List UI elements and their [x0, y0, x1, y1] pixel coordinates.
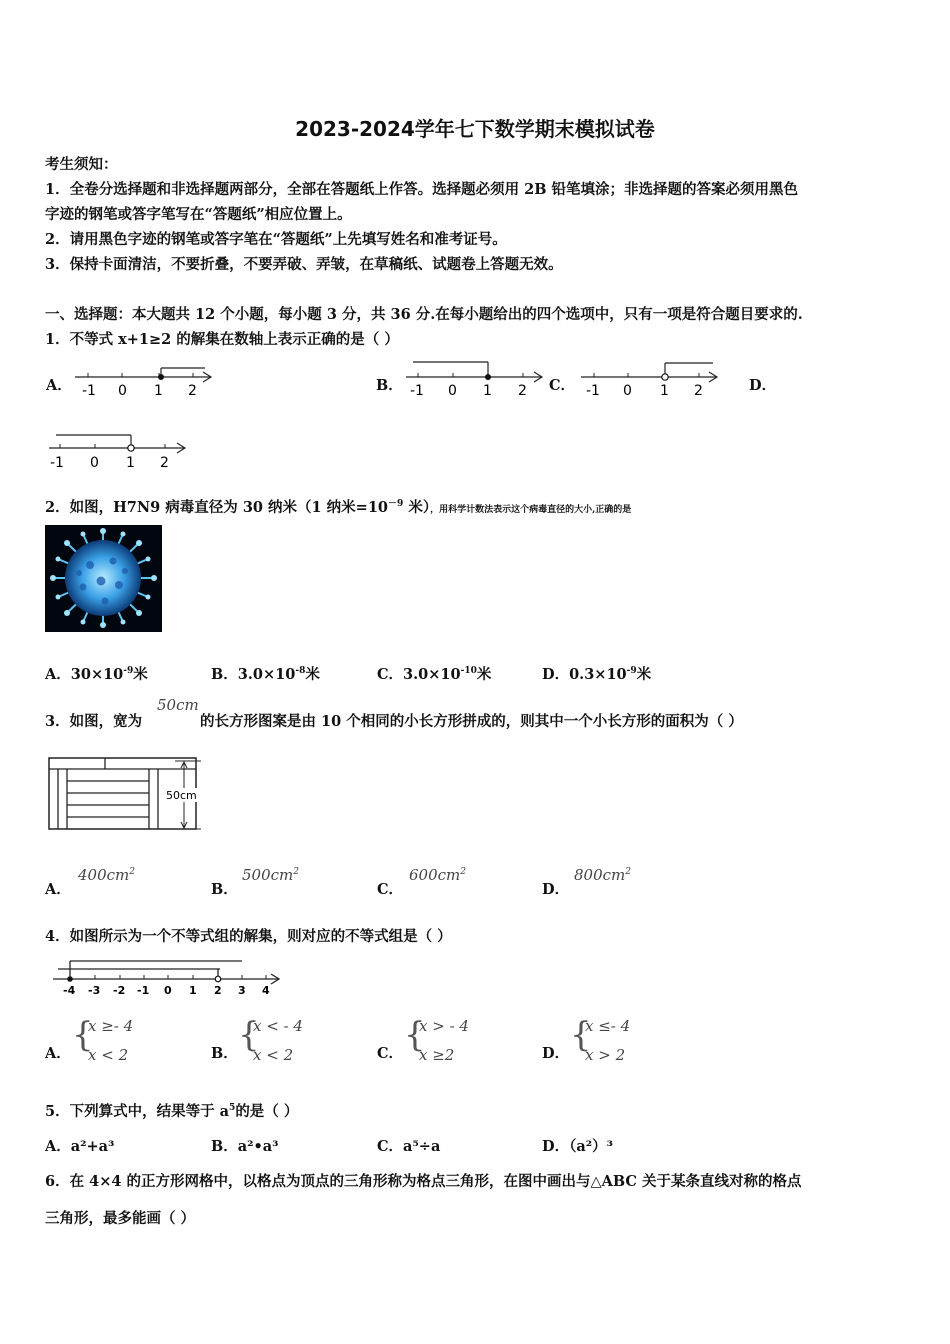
tick-label: 0	[164, 984, 172, 997]
q2-option-c[interactable]	[377, 663, 491, 684]
option-text: a²+a³	[70, 1138, 115, 1155]
brace-icon: {	[570, 1015, 592, 1055]
section-heading: 一、选择题：本大题共 12 个小题，每小题 3 分，共 36 分.在每小题给出的四个选项中，只有一项是符合题目要求的.	[45, 306, 803, 323]
option-text: a⁵÷a	[403, 1138, 441, 1155]
q3-stem-b: 的长方形图案是由 10 个相同的小长方形拼成的，则其中一个小长方形的面积为（ ）	[200, 713, 743, 730]
q3-option-a-value[interactable]	[78, 866, 135, 884]
q6-stem-line-1: 6．在 4×4 的正方形网格中，以格点为顶点的三角形称为格点三角形，在图中画出与△ABC 关于某条直线对称的格点	[45, 1173, 802, 1190]
q4-stem: 4．如图所示为一个不等式组的解集，则对应的不等式组是（ ）	[45, 928, 452, 945]
tick-label: 1	[126, 455, 135, 471]
q2-option-b[interactable]	[211, 663, 320, 684]
q4-option-c-bottom: x ≥2	[419, 1046, 455, 1064]
q3-figure-label: 50cm	[166, 789, 197, 802]
option-exp: 2	[129, 867, 135, 877]
q4-option-b-label: B．	[211, 1045, 238, 1062]
tick-label: 0	[623, 383, 632, 399]
q3-option-b-label: B．	[211, 881, 238, 898]
option-value: 400cm	[78, 866, 130, 884]
notice-heading: 考生须知：	[45, 156, 118, 173]
tick-label: -2	[113, 984, 126, 997]
tick-label: 0	[90, 455, 99, 471]
tick-label: -1	[586, 383, 600, 399]
tick-label: 0	[118, 383, 127, 399]
option-coef: 0.3×10	[569, 666, 627, 683]
q5-option-a[interactable]	[45, 1135, 114, 1156]
option-label: C．	[377, 666, 404, 683]
option-coef: 3.0×10	[237, 666, 296, 683]
option-exp: -8	[295, 666, 306, 676]
q1-option-d-label: D．	[749, 377, 777, 394]
tick-label: -1	[50, 455, 64, 471]
q3-option-c-label: C．	[377, 881, 404, 898]
option-coef: 30×10	[70, 666, 124, 683]
q4-option-d-top: x ≤- 4	[585, 1017, 631, 1035]
tick-label: 4	[262, 984, 270, 997]
q3-option-c-value[interactable]	[409, 866, 466, 884]
option-exp: -10	[460, 666, 477, 676]
tick-label: 2	[694, 383, 703, 399]
q4-option-b-top: x < - 4	[253, 1017, 303, 1035]
page-title: 2023-2024学年七下数学期末模拟试卷	[295, 117, 655, 141]
notice-line-1b: 字迹的钢笔或答字笔写在“答题纸”相应位置上。	[45, 206, 352, 223]
brace-icon: {	[238, 1015, 260, 1055]
notice-line-1: 1．全卷分选择题和非选择题两部分，全部在答题纸上作答。选择题必须用 2B 铅笔填涂；非选择题的答案必须用黑色	[45, 181, 799, 198]
option-unit: 米	[305, 666, 320, 683]
q5-option-d[interactable]	[542, 1135, 613, 1156]
q1-numberline-b	[403, 358, 548, 400]
option-label: B．	[211, 1138, 238, 1155]
q3-stem-a: 3．如图，宽为	[45, 713, 143, 730]
option-label: D．	[542, 1138, 570, 1155]
option-exp: 2	[293, 867, 299, 877]
q4-option-a-top: x ≥- 4	[88, 1017, 134, 1035]
q3-rectangle-figure	[45, 755, 205, 833]
option-label: A．	[45, 666, 71, 683]
option-exp: -9	[123, 666, 134, 676]
q5-stem	[45, 1100, 298, 1121]
q3-option-b-value[interactable]	[242, 866, 299, 884]
q2-stem-small: ，用科学计数法表示这个病毒直径的大小,正确的是	[430, 505, 632, 515]
tick-label: -1	[137, 984, 150, 997]
q5-option-c[interactable]	[377, 1135, 440, 1156]
q1-option-c-label: C．	[549, 377, 576, 394]
q6-stem-line-2: 三角形，最多能画（ ）	[45, 1210, 196, 1227]
tick-label: 2	[188, 383, 197, 399]
q3-option-a-label: A．	[45, 881, 71, 898]
q1-numberline-d	[44, 427, 194, 475]
q4-numberline	[50, 956, 290, 1000]
q2-stem-b: 米）	[403, 499, 431, 516]
option-exp: 2	[460, 867, 466, 877]
q1-option-a-label: A．	[46, 377, 72, 394]
q1-option-b-label: B．	[376, 377, 403, 394]
q1-stem: 1．不等式 x+1≥2 的解集在数轴上表示正确的是（ ）	[45, 331, 399, 348]
q2-stem-a: 2．如图，H7N9 病毒直径为 30 纳米（1 纳米=10	[45, 499, 389, 516]
q4-option-b-bottom: x < 2	[253, 1046, 294, 1064]
q5-stem-a: 5．下列算式中，结果等于 a	[45, 1103, 230, 1120]
tick-label: 1	[660, 383, 669, 399]
option-exp: -9	[626, 666, 637, 676]
q2-option-d[interactable]	[542, 663, 651, 684]
q2-option-a[interactable]	[45, 663, 148, 684]
q4-option-d-label: D．	[542, 1045, 570, 1062]
option-text: （a²）³	[569, 1138, 613, 1155]
q1-numberline-a	[70, 358, 220, 400]
q3-option-d-value[interactable]	[574, 866, 631, 884]
option-label: A．	[45, 1138, 71, 1155]
q4-option-c-top: x > - 4	[419, 1017, 469, 1035]
option-coef: 3.0×10	[403, 666, 461, 683]
tick-label: -3	[88, 984, 101, 997]
option-label: C．	[377, 1138, 404, 1155]
option-value: 500cm	[242, 866, 294, 884]
q3-option-d-label: D．	[542, 881, 570, 898]
q4-option-a-bottom: x < 2	[88, 1046, 129, 1064]
option-unit: 米	[636, 666, 652, 683]
option-value: 800cm	[574, 866, 626, 884]
notice-line-2: 2．请用黑色字迹的钢笔或答字笔在“答题纸”上先填写姓名和准考证号。	[45, 231, 507, 248]
option-unit: 米	[133, 666, 148, 683]
tick-label: 3	[238, 984, 246, 997]
q5-stem-b: 的是（ ）	[235, 1103, 299, 1120]
tick-label: 1	[189, 984, 197, 997]
q2-stem	[45, 496, 631, 517]
option-value: 600cm	[409, 866, 461, 884]
q3-width-value: 50cm	[157, 696, 199, 714]
option-unit: 米	[476, 666, 492, 683]
q2-stem-exp: －9	[388, 499, 404, 509]
option-exp: 2	[625, 867, 631, 877]
q4-option-a-label: A．	[45, 1045, 71, 1062]
q1-numberline-c	[578, 358, 723, 400]
q5-stem-exp: 5	[229, 1103, 236, 1113]
tick-label: 1	[483, 383, 492, 399]
tick-label: 2	[214, 984, 222, 997]
tick-label: 2	[518, 383, 527, 399]
option-text: a²•a³	[237, 1138, 279, 1155]
tick-label: 1	[154, 383, 163, 399]
tick-label: -4	[63, 984, 76, 997]
notice-line-3: 3．保持卡面清洁，不要折叠，不要弄破、弄皱，在草稿纸、试题卷上答题无效。	[45, 256, 563, 273]
q4-option-c-label: C．	[377, 1045, 404, 1062]
q4-option-d-bottom: x > 2	[585, 1046, 626, 1064]
option-label: D．	[542, 666, 570, 683]
brace-icon: {	[72, 1015, 94, 1055]
tick-label: 0	[448, 383, 457, 399]
tick-label: 2	[160, 455, 169, 471]
virus-image	[45, 525, 162, 632]
option-label: B．	[211, 666, 238, 683]
tick-label: -1	[410, 383, 424, 399]
tick-label: -1	[82, 383, 96, 399]
q5-option-b[interactable]	[211, 1135, 279, 1156]
brace-icon: {	[404, 1015, 426, 1055]
